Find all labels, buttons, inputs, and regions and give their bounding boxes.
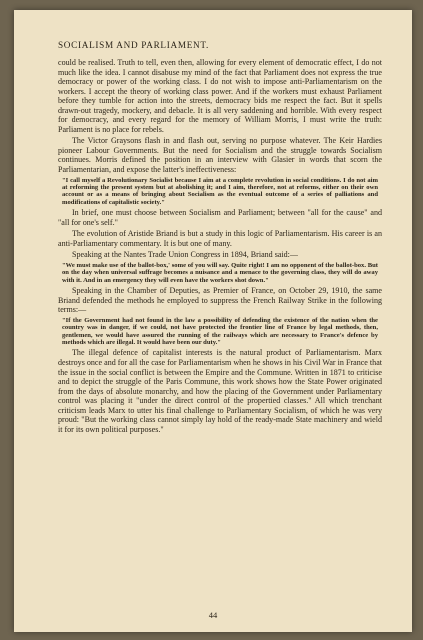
paragraph: The Victor Graysons flash in and flash out, serving no purpose whatever. The Keir Hardies pioneer Labour Governments. But the need for Socialism and the struggle towards Socialism continues. Morris defined the position in an interview with Glasier in words that scorn the Parliamentarian, and expose the latter's ineffectiveness: [58,136,382,175]
body-text [58,58,382,436]
block-quote: "I call myself a Revolutionary Socialist because I aim at a complete revolution in social conditions. I do not aim at reforming the present system but at abolishing it; and I aim, therefore, not at reforms, either on their own account or as a means of bringing about Socialism as the eventual outcome of a series of palliations and modifications of capitalistic society." [62,176,378,206]
page-number: 44 [208,610,218,620]
paragraph: could be realised. Truth to tell, even then, allowing for every element of democratic effect, I do not much like the idea. I cannot disabuse my mind of the fact that Parliament does not express the true democracy or power of the working class. I do not wish to impose anti-Parliamentarism on the workers. I accept the theory of working class power. And if the workers must exhaust Parliament before they tumble for action into the streets, democracy bids me respect the fact. But it spells drawn-out tragedy, mockery, and debacle. It is all very saddening and horrible. With every respect for democracy, and every regard for the memory of William Morris, I must write the truth: Parliament is no place for rebels. [58,58,382,134]
block-quote: "If the Government had not found in the law a possibility of defending the existence of the nation when the country was in danger, if we could, not have protected the frontier line of France by legal methods, then, gentlemen, we would have assured the running of the railways which are necessary to France's defence by methods which are illegal. It would have been our duty." [62,316,378,346]
paragraph: In brief, one must choose between Socialism and Parliament; between "all for the cause" and "all for one's self." [58,208,382,227]
paragraph: The illegal defence of capitalist interests is the natural product of Parliamentarism. Marx destroys once and for all the case for Parliamentarism when he shows in his Civil War in France that the issue in the social conflict is between the Empire and the Commune. Written in 1871 to criticise and to depict the struggle of the Paris Commune, this work shows how the State Power originated from the days of absolute monarchy, and how the placing of the Government under Parliamentary control was placing it "under the direct control of the propertied classes." All which trenchant criticism leads Marx to utter his final challenge to Parliamentary Socialism, of which he was very proud: "But the working class cannot simply lay hold of the ready-made State machinery and wield it for its own political purposes." [58,348,382,434]
book-page [14,10,412,632]
running-header: SOCIALISM AND PARLIAMENT. [58,40,209,50]
paragraph: The evolution of Aristide Briand is but a study in this logic of Parliamentarism. His career is an anti-Parliamentary commentary. It is but one of many. [58,229,382,248]
block-quote: "We must make use of the ballot-box,' some of you will say. Quite right! I am no opponent of the ballot-box. But on the day when universal suffrage becomes a nuisance and a menace to the governing class, they will do away with it. And in an emergency they will even have the workers shot down." [62,261,378,284]
paragraph: Speaking at the Nantes Trade Union Congress in 1894, Briand said:— [72,250,298,260]
paragraph: Speaking in the Chamber of Deputies, as Premier of France, on October 29, 1910, the same Briand defended the methods he employed to suppress the French Railway Strike in the following terms:— [58,286,382,315]
